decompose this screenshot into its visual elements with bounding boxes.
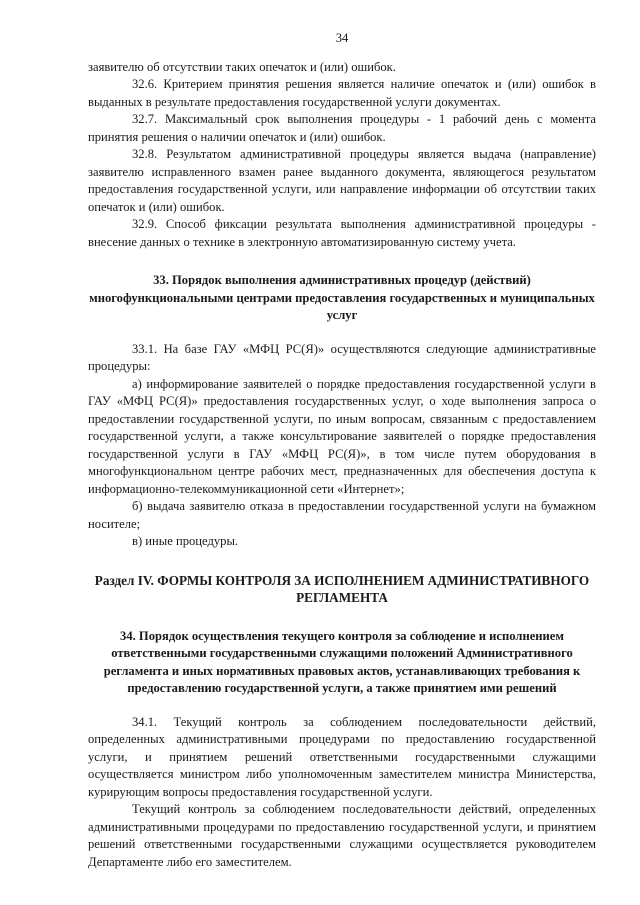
spacer [88,551,596,572]
paragraph-33-a: а) информирование заявителей о порядке предоставления государственной услуги в ГАУ «МФЦ РС(Я)» предоставления государственных услуг, о ходе выполнения запроса о предоставлении государственной услуги, по иным вопросам, связанным с предоставлением государственной услуги, а также консультирование заявителей о порядке предоставления государственной услуги в ГАУ «МФЦ РС(Я)», в том числе путем оборудования в многофункциональном центре рабочих мест, предназначенных для обеспечения доступа к информационно-телекоммуникационной сети «Интернет»; [88,376,596,496]
paragraph-32-8: 32.8. Результатом административной процедуры является выдача (направление) заявителю исправленного взамен ранее выданного документа, являющегося результатом предоставления государственной услуги, или направление информации об отсутствии таких опечаток и (или) ошибок. [88,147,596,214]
spacer [88,698,596,714]
paragraph-continuation: заявителю об отсутствии таких опечаток и (или) ошибок. [88,59,396,74]
paragraph-32-7: 32.7. Максимальный срок выполнения процедуры - 1 рабочий день с момента принятия решения о наличии опечаток и (или) ошибок. [88,112,596,144]
spacer [88,251,596,272]
heading-33: 33. Порядок выполнения административных процедур (действий) многофункциональными центрами предоставления государственных и муниципальных услуг [89,273,595,322]
paragraph-32-6: 32.6. Критерием принятия решения является наличие опечаток и (или) ошибок в выданных в результате предоставления государственной услуги документах. [88,77,596,109]
spacer [88,607,596,628]
heading-34: 34. Порядок осуществления текущего контроля за соблюдение и исполнением ответственными государственными служащими положений Административного регламента и иных нормативных правовых актов, устанавливающих требования к предоставлению государственной услуги, а также принятием ими решений [103,628,581,695]
paragraph-33-1: 33.1. На базе ГАУ «МФЦ РС(Я)» осуществляются следующие административные процедуры: [88,341,596,373]
paragraph-32-9: 32.9. Способ фиксации результата выполнения административной процедуры - внесение данных о технике в электронную автоматизированную систему учета. [88,217,596,249]
page-number: 34 [335,31,349,45]
section-iv-heading: Раздел IV. ФОРМЫ КОНТРОЛЯ ЗА ИСПОЛНЕНИЕМ АДМИНИСТРАТИВНОГО РЕГЛАМЕНТА [94,572,590,605]
paragraph-34-1: 34.1. Текущий контроль за соблюдением последовательности действий, определенных административными процедурами по предоставлению государственной услуги, и принятием решений ответственными государственными служащими осуществляется министром либо уполномоченным заместителем министра Министерства, курирующим вопросы предоставления государственной услуги. [88,714,596,799]
paragraph-33-c: в) иные процедуры. [132,534,239,548]
paragraph-33-b: б) выдача заявителю отказа в предоставлении государственной услуги на бумажном носителе; [88,499,596,531]
paragraph-34-1-cont: Текущий контроль за соблюдением последовательности действий, определенных административными процедурами по предоставлению государственной услуги, и принятием решений ответственными государственными служащими осуществляется руководителем Департаменте либо его заместителем. [88,802,596,869]
spacer [88,325,596,341]
